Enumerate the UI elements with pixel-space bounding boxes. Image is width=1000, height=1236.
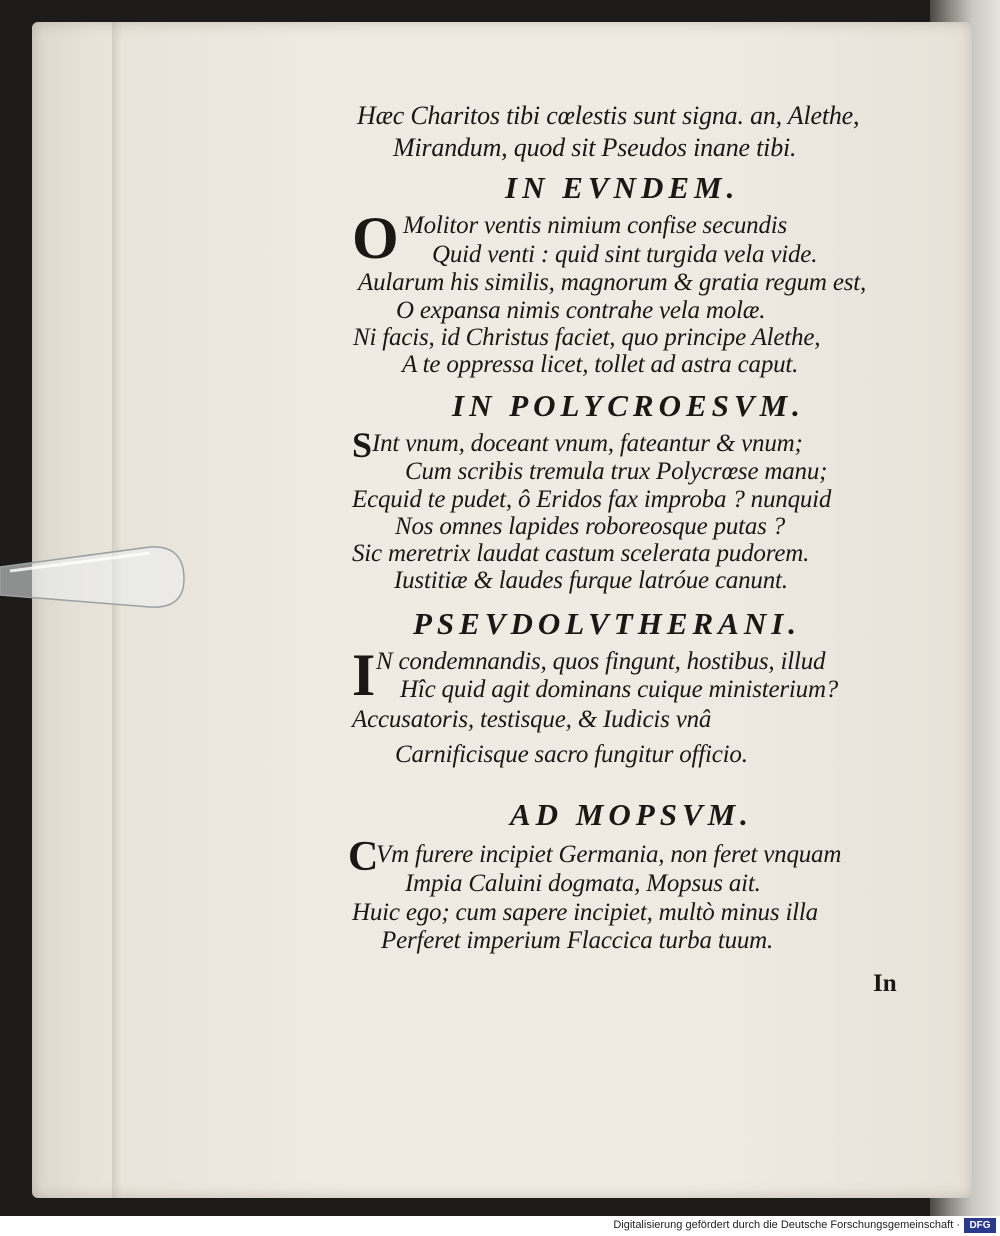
section-heading-3: PSEVDOLVTHERANI. (413, 606, 802, 641)
section-heading-1: IN EVNDEM. (505, 170, 740, 205)
drop-cap-2: S (352, 425, 373, 465)
verse-line: Huic ego; cum sapere incipiet, multò minus illa (352, 899, 818, 926)
verse-line: Cum scribis tremula trux Polycrœse manu; (405, 458, 828, 485)
verse-line: Molitor ventis nimium confise secundis (403, 212, 788, 239)
verse-line: Accusatoris, testisque, & Iudicis vnâ (352, 706, 712, 733)
section-heading-2: IN POLYCROESVM. (452, 388, 805, 423)
verse-line: Iustitiæ & laudes furque latróue canunt. (394, 567, 788, 594)
verse-line: Ecquid te pudet, ô Eridos fax improba ? nunquid (352, 486, 832, 513)
funding-credit: Digitalisierung gefördert durch die Deutsche Forschungsgemeinschaft · (613, 1219, 960, 1231)
verse-line: A te oppressa licet, tollet ad astra caput. (402, 351, 799, 378)
catchword: In (873, 970, 897, 997)
verse-line: Sic meretrix laudat castum scelerata pudorem. (352, 540, 810, 567)
verse-line: Vm furere incipiet Germania, non feret vnquam (376, 841, 842, 868)
verse-line: Nos omnes lapides roboreosque putas ? (395, 513, 786, 540)
verse-line: N condemnandis, quos fingunt, hostibus, illud (376, 648, 826, 675)
drop-cap-4: C (348, 834, 379, 880)
opening-line-1: Hæc Charitos tibi cœlestis sunt signa. an, Alethe, (357, 101, 860, 130)
opening-line-2: Mirandum, quod sit Pseudos inane tibi. (393, 133, 797, 162)
page-holder-clip (0, 545, 185, 611)
verse-line: Carnificisque sacro fungitur officio. (395, 741, 748, 768)
section-heading-4: AD MOPSVM. (510, 797, 753, 832)
verse-line: Impia Caluini dogmata, Mopsus ait. (405, 870, 761, 897)
verse-line: Int vnum, doceant vnum, fateantur & vnum; (372, 430, 803, 457)
verse-line: Quid venti : quid sint turgida vela vide. (432, 241, 818, 268)
drop-cap-1: O (352, 205, 399, 271)
drop-cap-3: I (352, 642, 376, 708)
footer-bar (0, 1216, 1000, 1236)
verse-line: O expansa nimis contrahe vela molæ. (396, 297, 766, 324)
verse-line: Perferet imperium Flaccica turba tuum. (381, 927, 774, 954)
verse-line: Hîc quid agit dominans cuique ministerium? (400, 676, 839, 703)
verse-line: Ni facis, id Christus faciet, quo principe Alethe, (353, 324, 821, 351)
verse-line: Aularum his similis, magnorum & gratia regum est, (358, 269, 867, 296)
dfg-logo: DFG (964, 1218, 996, 1233)
